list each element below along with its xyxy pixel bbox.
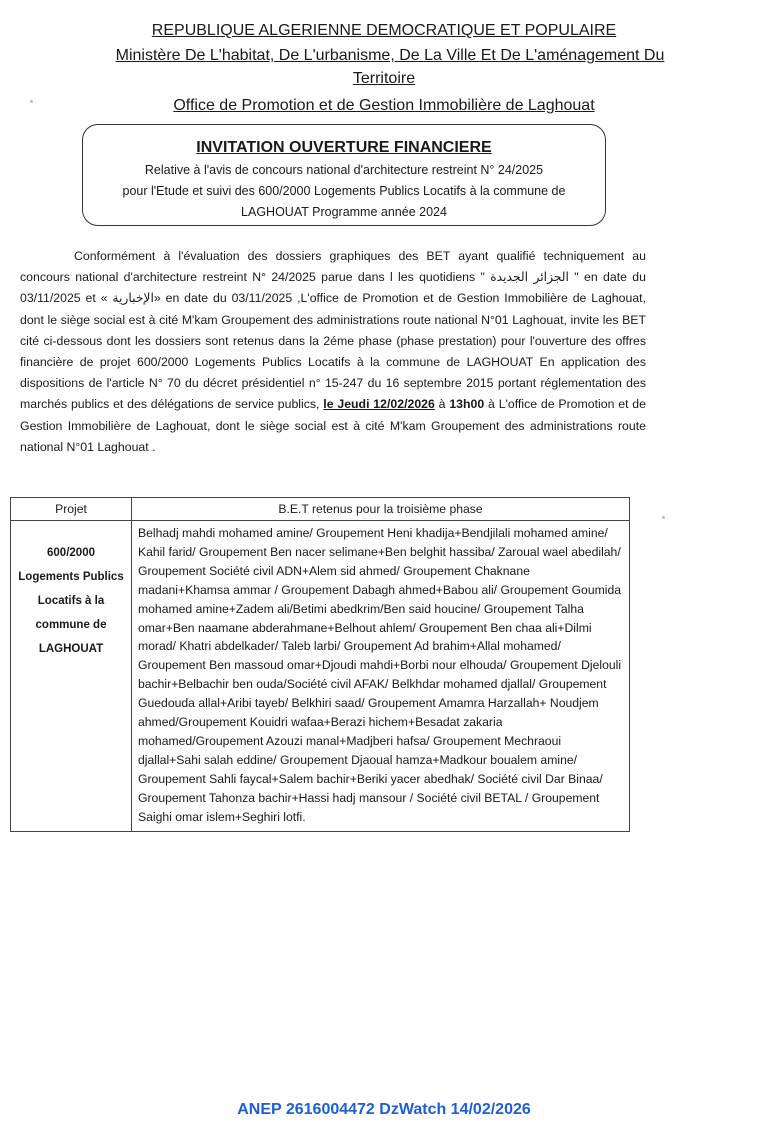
opening-time: 13h00: [449, 397, 485, 412]
header-projet: Projet: [11, 498, 132, 521]
header-bet: B.E.T retenus pour la troisième phase: [132, 498, 630, 521]
project-line-1: 600/2000: [47, 547, 95, 559]
header-office: Office de Promotion et de Gestion Immobilière de Laghouat: [173, 97, 595, 114]
project-cell: [11, 521, 132, 832]
notice-title: INVITATION OUVERTURE FINANCIERE: [196, 139, 492, 156]
notice-line-1: Relative à l'avis de concours national d'architecture restreint N° 24/2025: [144, 163, 544, 177]
project-line-3: Locatifs à la: [37, 595, 105, 607]
opening-date: le Jeudi 12/02/2026: [323, 397, 435, 412]
notice-line-3: LAGHOUAT Programme année 2024: [241, 205, 447, 219]
project-line-5: LAGHOUAT: [38, 643, 104, 655]
scan-speck: [662, 516, 665, 519]
scan-speck: [30, 100, 33, 103]
body-text-2: à: [434, 397, 450, 412]
body-paragraph: [20, 246, 646, 458]
project-line-2: Logements Publics: [18, 571, 124, 583]
project-line-4: commune de: [35, 619, 107, 631]
body-text-3: à L'office de Promotion et de Gestion Immobilière de Laghouat, dont le siège social est à cité M'kam Groupement des administrations route national N°01 Laghouat .: [20, 397, 646, 454]
footer-reference: ANEP 2616004472 DzWatch 14/02/2026: [237, 1101, 531, 1118]
table-header-row: [11, 498, 630, 521]
bet-list-cell: Belhadj mahdi mohamed amine/ Groupement Heni khadija+Bendjilali mohamed amine/ Kahil farid/ Groupement Ben nacer selimane+Ben belghit hassiba/ Zaroual wael abedilah/ Groupement Société civil ADN+Alem sid ahmed/ Groupement Chaknane madani+Khamsa ammar / Groupement Dabagh ahmed+Babou ali/ Groupement Goumida mohamed amine+Zadem ali/Betimi abedkrim/Ben said houcine/ Groupement Talha omar+Ben naamane abderahmane+Belhout ahlem/ Groupement Ben chaa ali+Dilmi morad/ Khatri abdelkader/ Taleb larbi/ Groupement Ad brahim+Allal mohamed/ Groupement Ben massoud omar+Djoudi mahdi+Borbi nour elhouda/ Groupement Djelouli bachir+Belbachir ben ouda/Société civil AFAK/ Belkhdar mohamed djallal/ Groupement Guedouda allal+Aribi tayeb/ Belkhiri saad/ Groupement Amamra Harzallah+ Noudjem ahmed/Groupement Kouidri wafaa+Berazi hichem+Besadat zakaria mohamed/Groupement Azouzi manal+Madjberi hafsa/ Groupement Mechraoui djallal+Sahi salah eddine/ Groupement Djaoual hamza+Madkour boualem amine/ Groupement Sahli faycal+Salem bachir+Beriki yacer abedhak/ Société civil Dar Binaa/ Groupement Tahonza bachir+Hassi hadj mansour / Société civil BETAL / Groupement Saighi omar islem+Seghiri lotfi.: [132, 521, 630, 832]
table-row: [11, 521, 630, 832]
notice-line-2: pour l'Etude et suivi des 600/2000 Logements Publics Locatifs à la commune de: [122, 184, 566, 198]
body-text-1: Conformément à l'évaluation des dossiers graphiques des BET ayant qualifié techniquement au concours national d'architecture restreint N° 24/2025 parue dans l les quotidiens " الجزائر الجديدة " en date du 03/11/2025 et « الإخبارية» en date du 03/11/2025 ,L'office de Promotion et de Gestion Immobilière de Laghouat, dont le siège social est à cité M'kam Groupement des administrations route national N°01 Laghouat, invite les BET cité ci-dessous dont les dossiers sont retenus dans la 2éme phase (phase prestation) pour l'ouverture des offres financière de projet 600/2000 Logements Publics Locatifs à la commune de LAGHOUAT En application des dispositions de l'article N° 70 du décret présidentiel n° 15-247 du 16 septembre 2015 portant réglementation des marchés publics et des délégations de service publics,: [20, 249, 646, 412]
header-republic: REPUBLIQUE ALGERIENNE DEMOCRATIQUE ET POPULAIRE: [151, 22, 617, 39]
notice-box: [82, 124, 606, 226]
header-ministry-cont: Territoire: [352, 70, 416, 87]
header-ministry: Ministère De L'habitat, De L'urbanisme, De La Ville Et De L'aménagement Du: [115, 47, 665, 64]
bet-table: [10, 497, 630, 832]
